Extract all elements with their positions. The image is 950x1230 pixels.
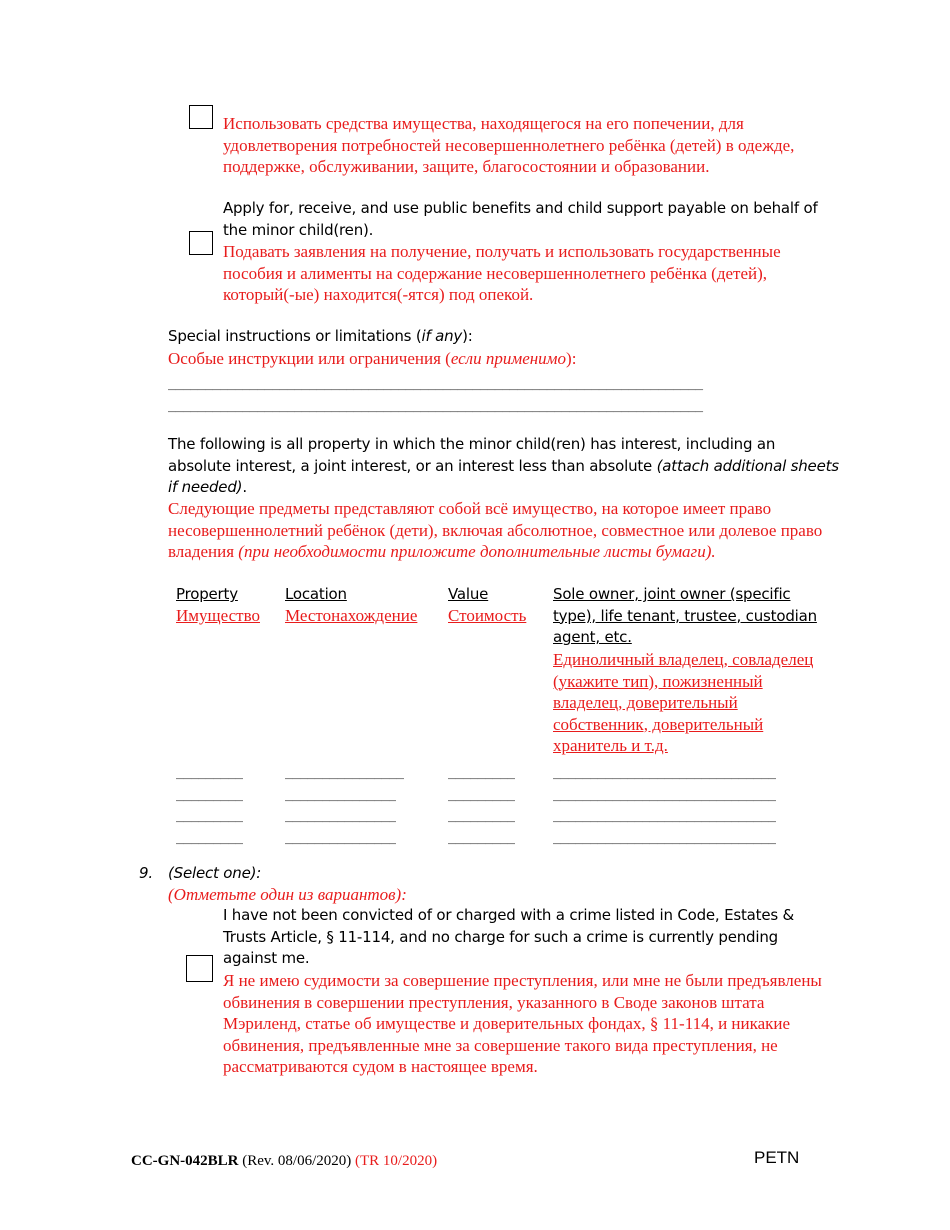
header-owner-ru: Единоличный владелец, совладелец (укажите тип), пожизненный владелец, доверительный собственник, доверительный хранитель и т.д.	[553, 650, 814, 755]
footer-form-id: CC-GN-042BLR (Rev. 08/06/2020) (TR 10/2020)	[131, 1153, 438, 1169]
table-row-4-property[interactable]: _________	[176, 830, 243, 845]
special-instructions-label-ru: Особые инструкции или ограничения (если применимо):	[168, 349, 577, 368]
checkbox-no-conviction[interactable]	[186, 955, 213, 982]
footer-page-code: PETN	[754, 1148, 800, 1167]
header-property-en: Property	[176, 585, 238, 603]
no-conviction-statement-en: I have not been convicted of or charged with a crime listed in Code, Estates & Trusts Article, § 11-114, and no charge for such a crime is currently pending against me.	[223, 906, 795, 967]
table-row-3-property[interactable]: _________	[176, 808, 243, 823]
table-row-2-owner[interactable]: ______________________________	[553, 787, 776, 802]
no-conviction-statement-ru: Я не имею судимости за совершение преступления, или мне не были предъявлены обвинения в совершении преступления, указанного в Своде законов штата Мэриленд, статье об имуществе и доверительных фондах, § 11-114, и никакие обвинения, предъявленные мне за совершение такого вида преступления, не рассматриваются судом в настоящее время.	[223, 971, 822, 1076]
table-row-1-property[interactable]: _________	[176, 765, 243, 780]
property-intro-en: The following is all property in which the minor child(ren) has interest, including an absolute interest, a joint interest, or an interest less than absolute (attach additional sheets if needed).	[168, 435, 839, 496]
property-intro-ru: Следующие предметы представляют собой всё имущество, на которое имеет право несовершеннолетний ребёнок (дети), включая абсолютное, совместное или долевое право владения (при необходимости приложите дополнительные листы бумаги).	[168, 499, 823, 561]
table-row-2-property[interactable]: _________	[176, 787, 243, 802]
header-value-en: Value	[448, 585, 489, 603]
table-row-2-value[interactable]: _________	[448, 787, 515, 802]
header-value-ru: Стоимость	[448, 606, 527, 625]
header-owner-en: Sole owner, joint owner (specific type), life tenant, trustee, custodian agent, etc.	[553, 585, 817, 646]
option-use-property-funds-ru: Использовать средства имущества, находящегося на его попечении, для удовлетворения потребностей несовершеннолетнего ребёнка (детей) в одежде, поддержке, обслуживании, защите, благосостоянии и образовании.	[223, 114, 795, 176]
table-row-1-owner[interactable]: ______________________________	[553, 765, 776, 780]
special-instructions-line-2[interactable]: ________________________________________________________________________	[168, 398, 703, 413]
checkbox-public-benefits[interactable]	[189, 231, 213, 255]
table-row-4-owner[interactable]: ______________________________	[553, 830, 776, 845]
section-9-select-en: (Select one):	[168, 864, 262, 882]
special-instructions-label-en: Special instructions or limitations (if any):	[168, 327, 473, 345]
header-location-ru: Местонахождение	[285, 606, 418, 625]
special-instructions-line-1[interactable]: ________________________________________________________________________	[168, 376, 703, 391]
section-9-number: 9.	[139, 864, 153, 882]
table-row-2-location[interactable]: _______________	[285, 787, 397, 802]
section-9-select-ru: (Отметьте один из вариантов):	[168, 885, 407, 904]
header-location-en: Location	[285, 585, 347, 603]
table-row-3-value[interactable]: _________	[448, 808, 515, 823]
table-row-4-location[interactable]: _______________	[285, 830, 397, 845]
table-row-1-location[interactable]: ________________	[285, 765, 404, 780]
table-row-1-value[interactable]: _________	[448, 765, 515, 780]
table-row-3-owner[interactable]: ______________________________	[553, 808, 776, 823]
checkbox-use-property-funds[interactable]	[189, 105, 213, 129]
option-public-benefits-en: Apply for, receive, and use public benefits and child support payable on behalf of the minor child(ren).	[223, 199, 818, 239]
table-row-3-location[interactable]: _______________	[285, 808, 397, 823]
table-row-4-value[interactable]: _________	[448, 830, 515, 845]
header-property-ru: Имущество	[176, 606, 260, 625]
option-public-benefits-ru: Подавать заявления на получение, получать и использовать государственные пособия и алименты на содержание несовершеннолетнего ребёнка (детей), который(-ые) находится(-ятся) под опекой.	[223, 242, 781, 304]
